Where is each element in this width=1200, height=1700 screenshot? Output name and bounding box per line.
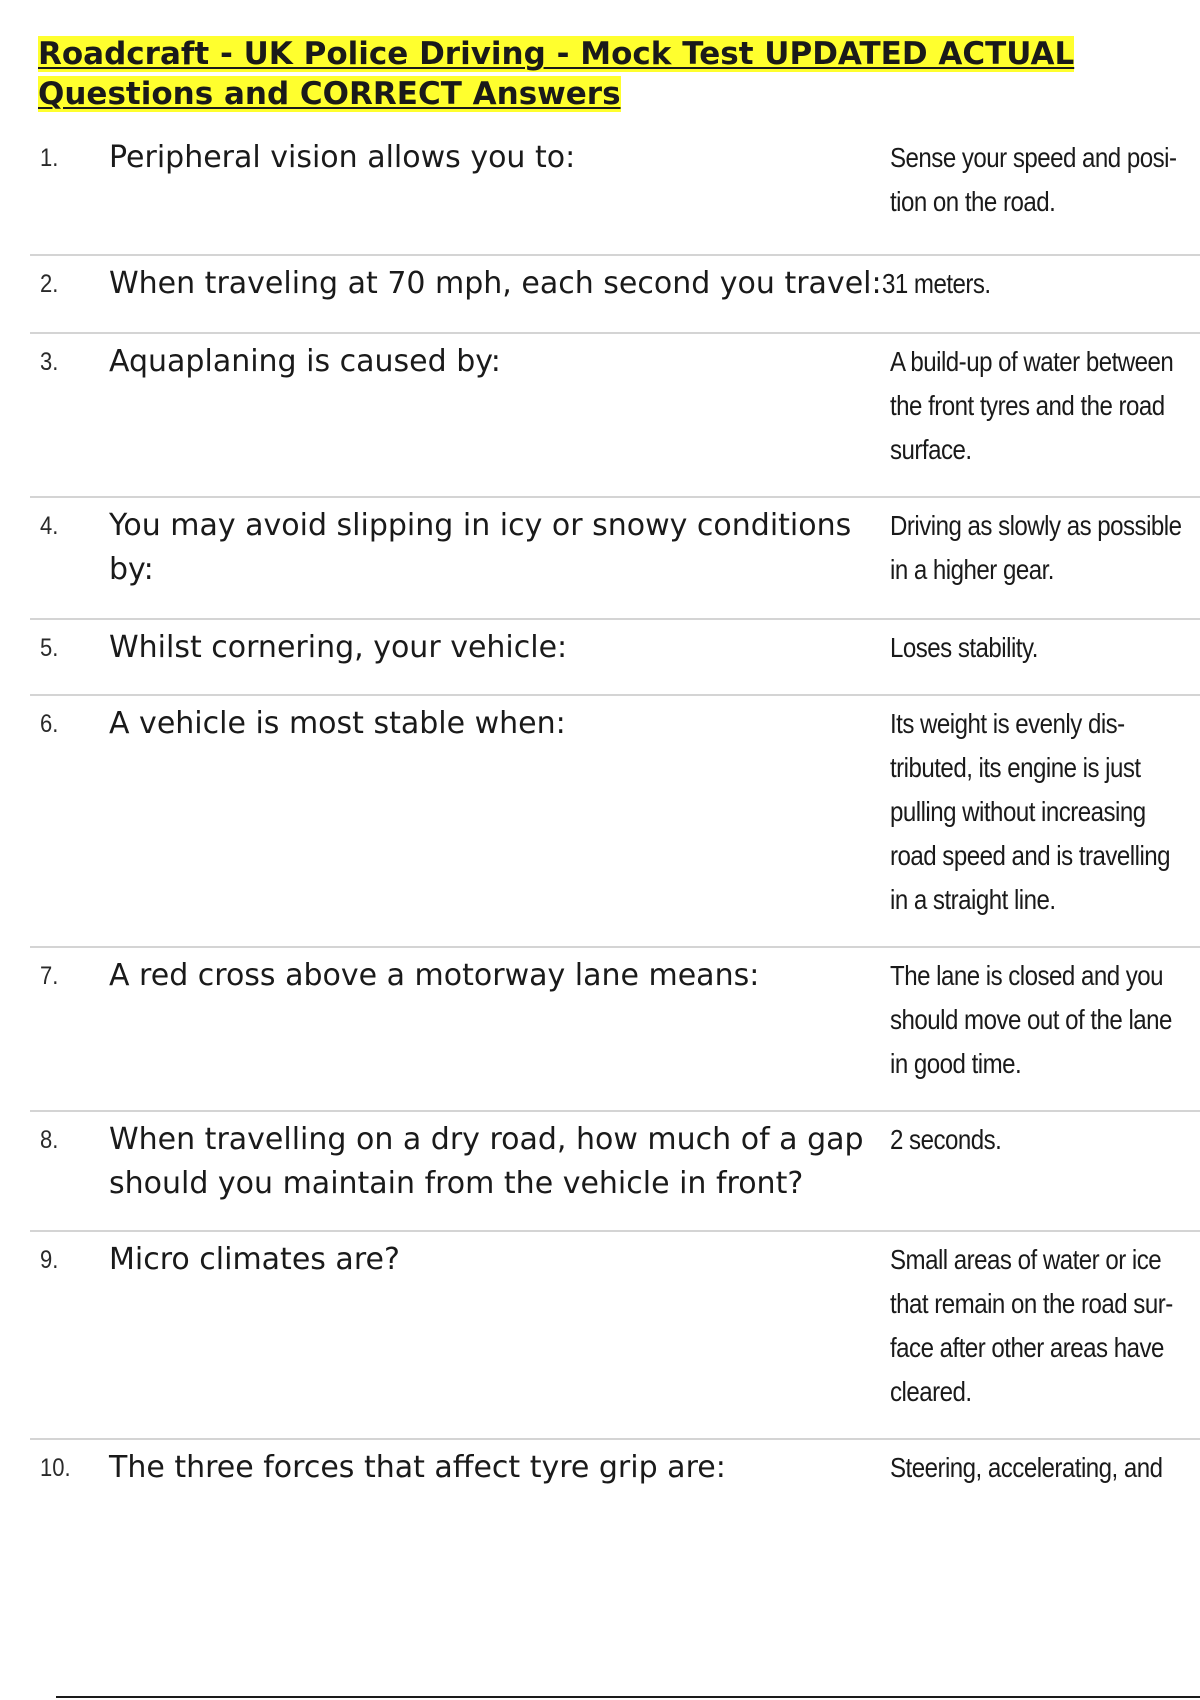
question-text: You may avoid slipping in icy or snowy conditions by: xyxy=(109,508,852,587)
list-item xyxy=(30,498,1200,620)
list-item xyxy=(30,620,1200,696)
list-item xyxy=(30,256,1200,334)
list-item xyxy=(30,1232,1200,1440)
question-number: 5. xyxy=(40,634,59,662)
answer-text: Sense your speed and posi- tion on the road. xyxy=(890,142,1177,217)
question-number: 10. xyxy=(40,1454,71,1482)
question-number: 2. xyxy=(40,270,59,298)
answer-text: 31 meters. xyxy=(882,268,991,299)
list-item xyxy=(30,696,1200,948)
question-number: 6. xyxy=(40,710,59,738)
question-number: 1. xyxy=(40,144,59,172)
question-list xyxy=(30,140,1200,1520)
question-text: Micro climates are? xyxy=(109,1242,400,1277)
question-text: A vehicle is most stable when: xyxy=(109,706,566,741)
answer-text: Driving as slowly as possible in a higher gear. xyxy=(890,510,1182,585)
answer-text: Small areas of water or ice that remain on the road sur- face after other areas have cleared. xyxy=(890,1244,1173,1407)
list-item xyxy=(30,140,1200,256)
answer-text: 2 seconds. xyxy=(890,1124,1002,1155)
footer-divider xyxy=(56,1696,1200,1698)
question-text: The three forces that affect tyre grip are: xyxy=(109,1450,726,1485)
question-text: Whilst cornering, your vehicle: xyxy=(109,630,568,665)
question-number: 4. xyxy=(40,512,59,540)
question-number: 3. xyxy=(40,348,59,376)
question-text: When travelling on a dry road, how much of a gap should you maintain from the vehicle in front? xyxy=(109,1122,864,1201)
document-title: Roadcraft - UK Police Driving - Mock Test UPDATED ACTUAL Questions and CORRECT Answers xyxy=(38,36,1075,112)
answer-text: Loses stability. xyxy=(890,632,1038,663)
question-text: When traveling at 70 mph, each second you travel: xyxy=(109,266,882,301)
question-text: Aquaplaning is caused by: xyxy=(109,344,501,379)
question-text: A red cross above a motorway lane means: xyxy=(109,958,760,993)
answer-text: The lane is closed and you should move out of the lane in good time. xyxy=(890,960,1172,1079)
question-number: 8. xyxy=(40,1126,59,1154)
question-number: 7. xyxy=(40,962,59,990)
answer-text: A build-up of water between the front tyres and the road surface. xyxy=(890,346,1174,465)
question-text: Peripheral vision allows you to: xyxy=(109,140,576,175)
question-number: 9. xyxy=(40,1246,59,1274)
answer-text: Its weight is evenly dis- tributed, its engine is just pulling without increasing road speed and is travelling in a straight line. xyxy=(890,708,1171,915)
list-item xyxy=(30,948,1200,1112)
list-item xyxy=(30,1112,1200,1232)
answer-text: Steering, accelerating, and xyxy=(890,1452,1163,1483)
list-item xyxy=(30,334,1200,498)
list-item xyxy=(30,1440,1200,1520)
